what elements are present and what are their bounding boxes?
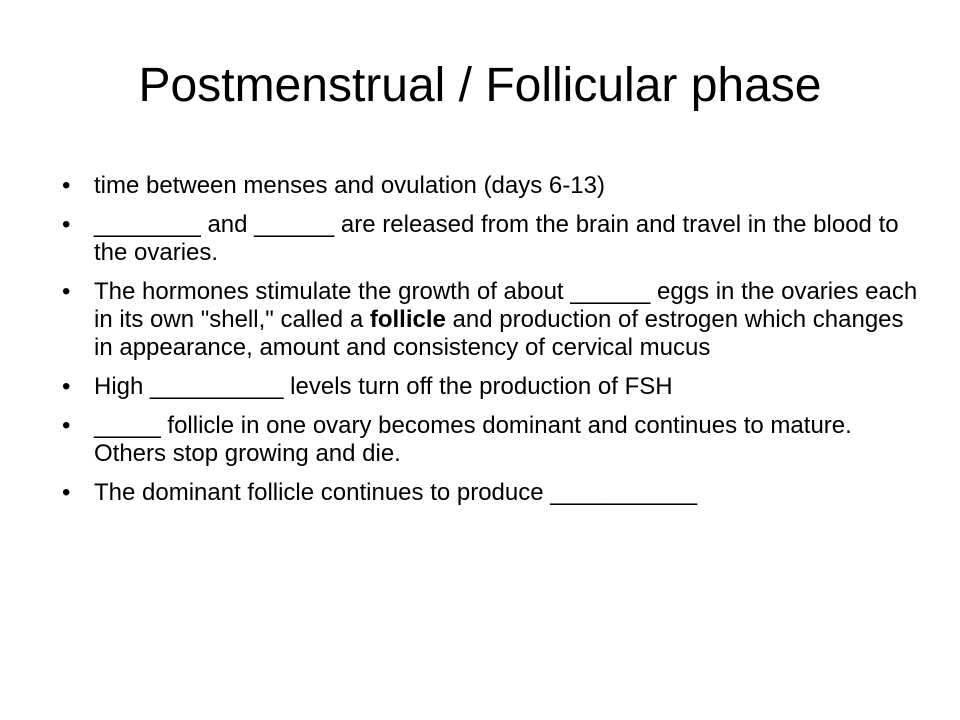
bullet-marker: • [62,278,71,305]
bullet-text-before: The hormones stimulate the growth of about ______ eggs in the ovaries each in its own "shell," called a [94,278,918,333]
bullet-bold-term: follicle [369,306,446,333]
bullet-item-timing [62,172,922,200]
bullet-item-follicle-growth [62,278,922,362]
bullet-text-after: and production of estrogen which changes in appearance, amount and consistency of cervical mucus [94,306,904,361]
bullet-text: _____ follicle in one ovary becomes dominant and continues to mature. Others stop growing and die. [94,412,852,467]
bullet-text: time between menses and ovulation (days 6-13) [94,172,605,199]
bullet-text: High __________ levels turn off the production of FSH [94,373,673,400]
bullet-item-fsh [62,373,922,401]
bullet-marker: • [62,373,71,400]
bullet-text: ________ and ______ are released from the brain and travel in the blood to the ovaries. [94,211,899,266]
bullet-text: The dominant follicle continues to produce ___________ [94,479,698,506]
bullet-marker: • [62,211,71,238]
bullet-marker: • [62,412,71,439]
slide-title: Postmenstrual / Follicular phase [138,59,822,112]
bullet-item-dominant-follicle [62,412,922,468]
bullet-marker: • [62,172,71,199]
bullet-list [62,172,922,518]
bullet-item-produce [62,479,922,507]
bullet-marker: • [62,479,71,506]
bullet-item-hormones-released [62,211,922,267]
